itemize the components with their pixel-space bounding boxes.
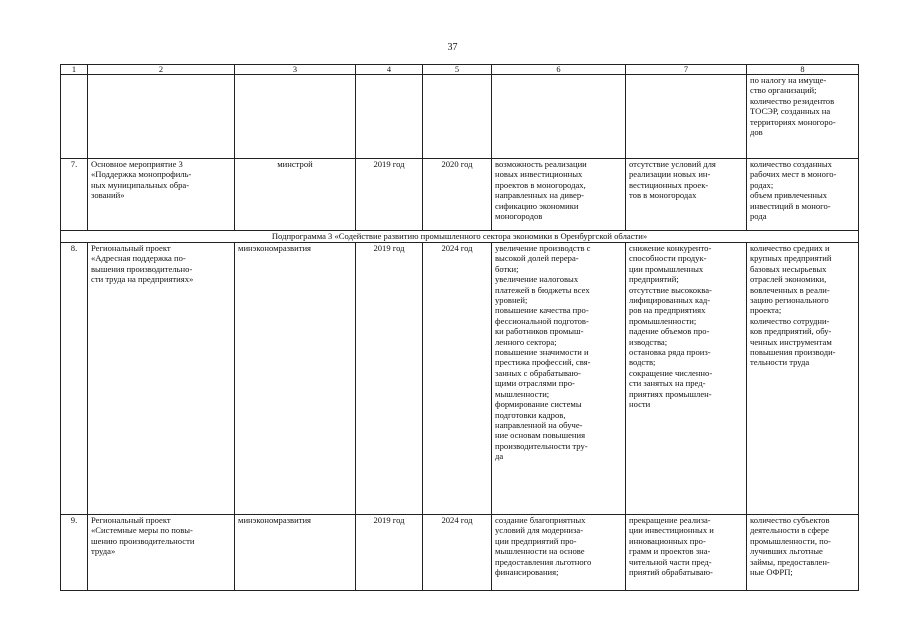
- text-line: инновационных про-: [629, 535, 706, 546]
- continuation-row: [61, 75, 859, 159]
- text-line: платежей в бюджеты всех: [495, 284, 590, 295]
- end-year-cell: 2024 год: [423, 243, 492, 515]
- text-line: приятиях промышлен-: [629, 388, 712, 399]
- text-line: количество субъектов: [750, 515, 830, 525]
- subprogram-row: [61, 231, 859, 243]
- column-header: 6: [492, 65, 626, 75]
- page-number: 37: [447, 42, 458, 53]
- text-line: ные ОФРП;: [750, 567, 793, 578]
- text-line: количество резидентов: [750, 95, 835, 106]
- text-line: уровней;: [495, 295, 528, 306]
- table-row: [61, 243, 859, 515]
- text-line: увеличение производств с: [495, 243, 591, 253]
- text-line: базовых несырьевых: [750, 263, 827, 274]
- text-line: вышения производительно-: [91, 263, 193, 274]
- text-line: повышения производи-: [750, 347, 836, 358]
- indicator-cell: [747, 75, 859, 159]
- text-line: отраслей экономики,: [750, 274, 827, 285]
- text-line: лучивших льготные: [750, 546, 823, 557]
- text-line: предприятий;: [629, 274, 679, 285]
- text-line: рода: [750, 211, 767, 222]
- text-line: занных с обрабатываю-: [495, 367, 581, 378]
- start-year-cell: 2019 год: [356, 243, 423, 515]
- text-line: вовлеченных в реали-: [750, 284, 830, 295]
- text-line: повышение значимости и: [495, 347, 589, 358]
- text-line: ров на предприятиях: [629, 305, 706, 316]
- text-line: чительной части пред-: [629, 556, 712, 567]
- column-header: 1: [61, 65, 88, 75]
- text-line: остановка ряда произ-: [629, 347, 711, 358]
- text-line: условий для модерниза-: [495, 525, 584, 536]
- text-line: высокой долей перера-: [495, 253, 579, 264]
- text-line: количество созданных: [750, 159, 832, 169]
- start-year-cell: 2019 год: [356, 159, 423, 231]
- consequence-cell: [626, 515, 747, 591]
- text-line: возможность реализации: [495, 159, 587, 169]
- text-line: престижа профессий, свя-: [495, 357, 591, 368]
- text-line: ботки;: [495, 263, 519, 274]
- text-line: падение объемов про-: [629, 326, 710, 337]
- text-line: щими отраслями про-: [495, 378, 575, 389]
- table-row: [61, 159, 859, 231]
- text-line: повышение качества про-: [495, 305, 589, 316]
- text-line: мышленности на основе: [495, 546, 585, 557]
- text-line: промышленности, по-: [750, 535, 831, 546]
- text-line: шению производительности: [91, 535, 195, 546]
- text-line: грамм и проектов зна-: [629, 546, 711, 557]
- table-row: [61, 515, 859, 591]
- text-line: увеличение налоговых: [495, 274, 579, 285]
- column-header: 3: [235, 65, 356, 75]
- text-line: деятельности в сфере: [750, 525, 829, 536]
- text-line: сти занятых на пред-: [629, 378, 706, 389]
- result-cell: [492, 243, 626, 515]
- text-line: моногородов: [495, 211, 543, 222]
- text-line: зований»: [91, 190, 125, 201]
- column-header: 7: [626, 65, 747, 75]
- column-header: 8: [747, 65, 859, 75]
- text-line: способности продук-: [629, 253, 707, 264]
- text-line: Региональный проект: [91, 515, 171, 525]
- text-line: да: [495, 451, 504, 462]
- text-line: количество сотрудни-: [750, 315, 830, 326]
- text-line: сификацию экономики: [495, 200, 579, 211]
- indicator-cell: [747, 515, 859, 591]
- subprogram-title: Подпрограмма 3 «Содействие развитию промышленного сектора экономики в Оренбургской области»: [61, 231, 859, 243]
- consequence-cell: [626, 243, 747, 515]
- text-line: ков предприятий, обу-: [750, 326, 832, 337]
- text-line: проектов в моногородах,: [495, 179, 586, 190]
- text-line: прекращение реализа-: [629, 515, 711, 525]
- text-line: направленной на обуче-: [495, 419, 583, 430]
- column-header: 4: [356, 65, 423, 75]
- text-line: родах;: [750, 179, 774, 190]
- text-line: ции инвестиционных и: [629, 525, 714, 536]
- text-line: финансирования;: [495, 567, 559, 578]
- text-line: труда»: [91, 546, 116, 557]
- row-number: 7.: [61, 159, 88, 231]
- text-line: изводства;: [629, 336, 668, 347]
- text-line: проекта;: [750, 305, 782, 316]
- text-line: ТОСЭР, созданных на: [750, 106, 831, 117]
- result-cell: [492, 515, 626, 591]
- text-line: реализации новых ин-: [629, 169, 711, 180]
- text-line: Региональный проект: [91, 243, 171, 253]
- text-line: рабочих мест в моного-: [750, 169, 837, 180]
- text-line: «Адресная поддержка по-: [91, 253, 186, 264]
- executor-cell: минэкономразвития: [235, 243, 356, 515]
- text-line: займы, предоставлен-: [750, 556, 830, 567]
- text-line: сти труда на предприятиях»: [91, 274, 194, 285]
- text-line: отсутствие условий для: [629, 159, 716, 169]
- text-line: объем привлеченных: [750, 190, 828, 201]
- text-line: формирование системы: [495, 399, 582, 410]
- text-line: ченных инструментам: [750, 336, 832, 347]
- text-line: по налогу на имуще-: [750, 75, 827, 85]
- text-line: ности: [629, 399, 651, 410]
- text-line: вестиционных проек-: [629, 179, 709, 190]
- text-line: ных муниципальных обра-: [91, 179, 190, 190]
- text-line: ки работников промыш-: [495, 326, 584, 337]
- text-line: ство организаций;: [750, 85, 817, 96]
- text-line: снижение конкуренто-: [629, 243, 712, 253]
- text-line: ние основам повышения: [495, 430, 586, 441]
- text-line: лифицированных кад-: [629, 295, 711, 306]
- text-line: зацию регионального: [750, 295, 829, 306]
- end-year-cell: 2020 год: [423, 159, 492, 231]
- text-line: производительности тру-: [495, 440, 588, 451]
- measure-name-cell: [88, 515, 235, 591]
- text-line: «Поддержка монопрофиль-: [91, 169, 192, 180]
- text-line: ленного сектора;: [495, 336, 557, 347]
- text-line: Основное мероприятие 3: [91, 159, 183, 169]
- measure-name-cell: [88, 243, 235, 515]
- column-number-row: [61, 65, 859, 75]
- text-line: направленных на дивер-: [495, 190, 584, 201]
- text-line: предоставления льготного: [495, 556, 592, 567]
- text-line: количество средних и: [750, 243, 830, 253]
- text-line: сокращение численно-: [629, 367, 713, 378]
- column-header: 5: [423, 65, 492, 75]
- text-line: отсутствие высококва-: [629, 284, 712, 295]
- executor-cell: минстрой: [235, 159, 356, 231]
- row-number: 9.: [61, 515, 88, 591]
- text-line: инвестиций в моного-: [750, 200, 831, 211]
- indicator-cell: [747, 243, 859, 515]
- measures-table: [60, 64, 859, 591]
- text-line: «Системные меры по повы-: [91, 525, 193, 536]
- text-line: создание благоприятных: [495, 515, 586, 525]
- consequence-cell: [626, 159, 747, 231]
- start-year-cell: 2019 год: [356, 515, 423, 591]
- text-line: водств;: [629, 357, 656, 368]
- text-line: дов: [750, 127, 763, 138]
- text-line: крупных предприятий: [750, 253, 832, 264]
- text-line: ции промышленных: [629, 263, 704, 274]
- measure-name-cell: [88, 159, 235, 231]
- indicator-cell: [747, 159, 859, 231]
- text-line: территориях моногоро-: [750, 116, 836, 127]
- text-line: фессиональной подготов-: [495, 315, 589, 326]
- text-line: подготовки кадров,: [495, 409, 566, 420]
- end-year-cell: 2024 год: [423, 515, 492, 591]
- row-number: 8.: [61, 243, 88, 515]
- result-cell: [492, 159, 626, 231]
- text-line: тов в моногородах: [629, 190, 697, 201]
- column-header: 2: [88, 65, 235, 75]
- text-line: тельности труда: [750, 357, 810, 368]
- text-line: приятий обрабатываю-: [629, 567, 713, 578]
- text-line: ции предприятий про-: [495, 535, 577, 546]
- text-line: мышленности;: [495, 388, 550, 399]
- executor-cell: минэкономразвития: [235, 515, 356, 591]
- text-line: новых инвестиционных: [495, 169, 583, 180]
- text-line: промышленности;: [629, 315, 697, 326]
